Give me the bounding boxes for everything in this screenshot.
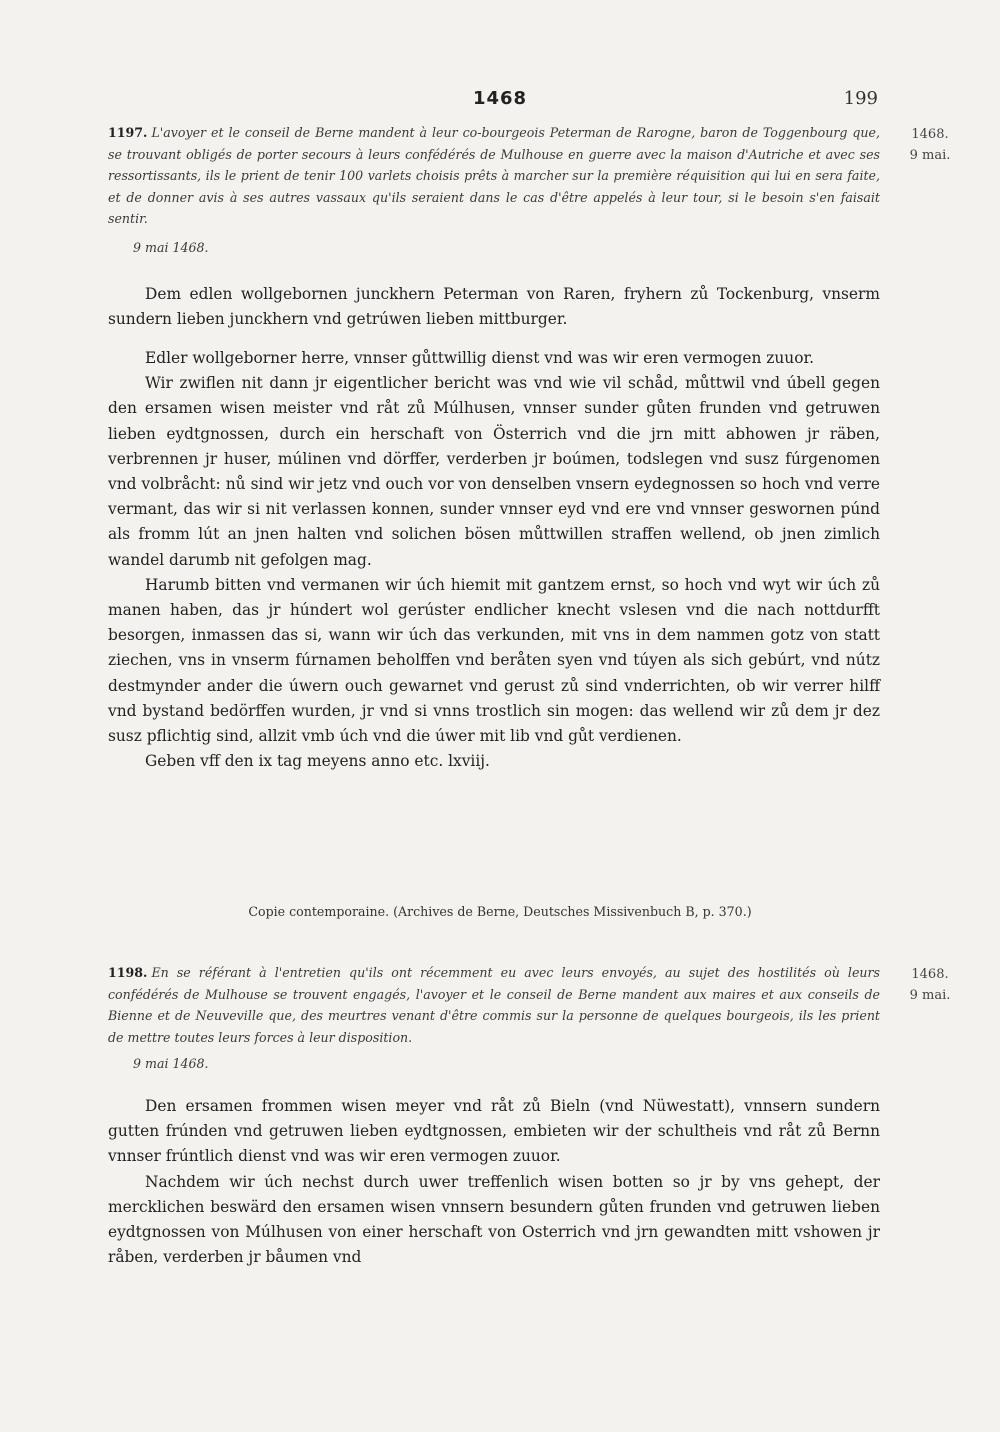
paragraph-address-1198: Den ersamen frommen wisen meyer vnd råt zů Bieln (vnd Nüwestatt), vnnsern sundern gutten frúnden vnd getruwen lieben eydtgnossen, embieten wir der schultheis vnd råt zů Bernn vnnser frúntlich dienst vnd was wir eren vermogen zuuor. bbox=[108, 1097, 880, 1166]
paragraph-main-1197: Wir zwiflen nit dann jr eigentlicher bericht was vnd wie vil schåd, můttwil vnd úbell gegen den ersamen wisen meister vnd råt zů Múlhusen, vnnser sunder gůten frunden vnd getruwen lieben eydtgnossen, durch ein herschaft von Österrich vnd die jrn mitt abhowen jr räben, verbrennen jr huser, múlinen vnd dörffer, verderben jr boúmen, todslegen vnd susz fúrgenomen vnd volbråcht: nů sind wir jetz vnd ouch vor von denselben vnsern eydegnossen so hoch vnd verre vermant, das wir si nit verlassen konnen, sunder vnnser eyd vnd ere vnd vnnser geswornen púnd als fromm lút an jnen halten vnd solichen bösen můttwillen straffen wellend, ob jnen zimlich wandel darumb nit gefolgen mag. bbox=[108, 374, 880, 569]
margin-date-1198 bbox=[898, 964, 962, 1006]
margin-day-1197: 9 mai. bbox=[909, 148, 951, 163]
summary-text-1198: En se référant à l'entretien qu'ils ont récemment eu avec leurs envoyés, au sujet des hostilités où leurs confédérés de Mulhouse se trouvent engagés, l'avoyer et le conseil de Berne mandent aux maires et aux conseils de Bienne et de Neuveville que, des meurtres venant d'être commis sur la personne de quelques bourgeois, ils les prient de mettre toutes leurs forces à leur disposition. bbox=[108, 965, 880, 1045]
letter-body-1198 bbox=[108, 1094, 880, 1270]
date-1197: 9 mai 1468. bbox=[133, 240, 209, 255]
summary-1198 bbox=[108, 962, 880, 1048]
page-number: 199 bbox=[843, 88, 878, 109]
margin-year-1198: 1468. bbox=[911, 967, 949, 982]
paragraph-dating-1197: Geben vff den ix tag meyens anno etc. lxviij. bbox=[145, 752, 490, 771]
margin-day-1198: 9 mai. bbox=[909, 988, 951, 1003]
summary-1197 bbox=[108, 122, 880, 230]
address-1197 bbox=[108, 282, 880, 332]
document-number-1198: 1198. bbox=[108, 965, 148, 980]
paragraph-request-1197: Harumb bitten vnd vermanen wir úch hiemit mit gantzem ernst, so hoch vnd wyt wir úch zů manen haben, das jr húndert wol gerúster endlicher knecht vslesen vnd die nach nottdurfft besorgen, inmassen das si, wann wir úch das verkunden, mit vns in dem nammen gotz von statt ziechen, vns in vnserm fúrnamen beholffen vnd beråten syen vnd túyen als sich gebúrt, vnd nútz destmynder ander die úwern ouch gewarnet vnd gerust zů sind vnderrichten, ob wir verrer hilff vnd bystand bedörffen wurden, jr vnd si vnns trostlich sin mogen: das wellend wir zů dem jr dez susz pflichtig sind, allzit vmb úch vnd die úwer mit lib vnd gůt verdienen. bbox=[108, 575, 880, 746]
date-1198: 9 mai 1468. bbox=[133, 1056, 209, 1071]
margin-year-1197: 1468. bbox=[911, 127, 949, 142]
source-note-1197: Copie contemporaine. (Archives de Berne, Deutsches Missivenbuch B, p. 370.) bbox=[248, 904, 752, 919]
paragraph-greeting-1197: Edler wollgeborner herre, vnnser gůttwillig dienst vnd was wir eren vermogen zuuor. bbox=[145, 349, 815, 367]
letter-body-1197 bbox=[108, 346, 880, 774]
paragraph-main-1198: Nachdem wir úch nechst durch uwer treffenlich wisen botten so jr by vns gehept, der mercklichen beswärd den ersamen wisen vnnsern besundern gůten frunden vnd getruwen lieben eydtgnossen von Múlhusen von einer herschaft von Osterrich vnd jrn gewandten mitt vshowen jr råben, verderben jr båumen vnd bbox=[108, 1172, 880, 1267]
document-number-1197: 1197. bbox=[108, 125, 148, 140]
paragraph-address-1197: Dem edlen wollgebornen junckhern Peterman von Raren, fryhern zů Tockenburg, vnserm sundern lieben junckhern vnd getrúwen lieben mittburger. bbox=[108, 285, 880, 329]
margin-date-1197 bbox=[898, 124, 962, 166]
summary-text-1197: L'avoyer et le conseil de Berne mandent à leur co-bourgeois Peterman de Rarogne, baron de Toggenbourg que, se trouvant obligés de porter secours à leurs confédérés de Mulhouse en guerre avec la maison d'Autriche et avec ses ressortissants, ils le prient de tenir 100 varlets choisis prêts à marcher sur la première réquisition qui lui en sera faite, et de donner avis à ses autres vassaux qu'ils seraient dans le cas d'être appelés à leur tour, si le besoin s'en faisait sentir. bbox=[108, 125, 880, 227]
running-header-year: 1468 bbox=[472, 88, 528, 109]
